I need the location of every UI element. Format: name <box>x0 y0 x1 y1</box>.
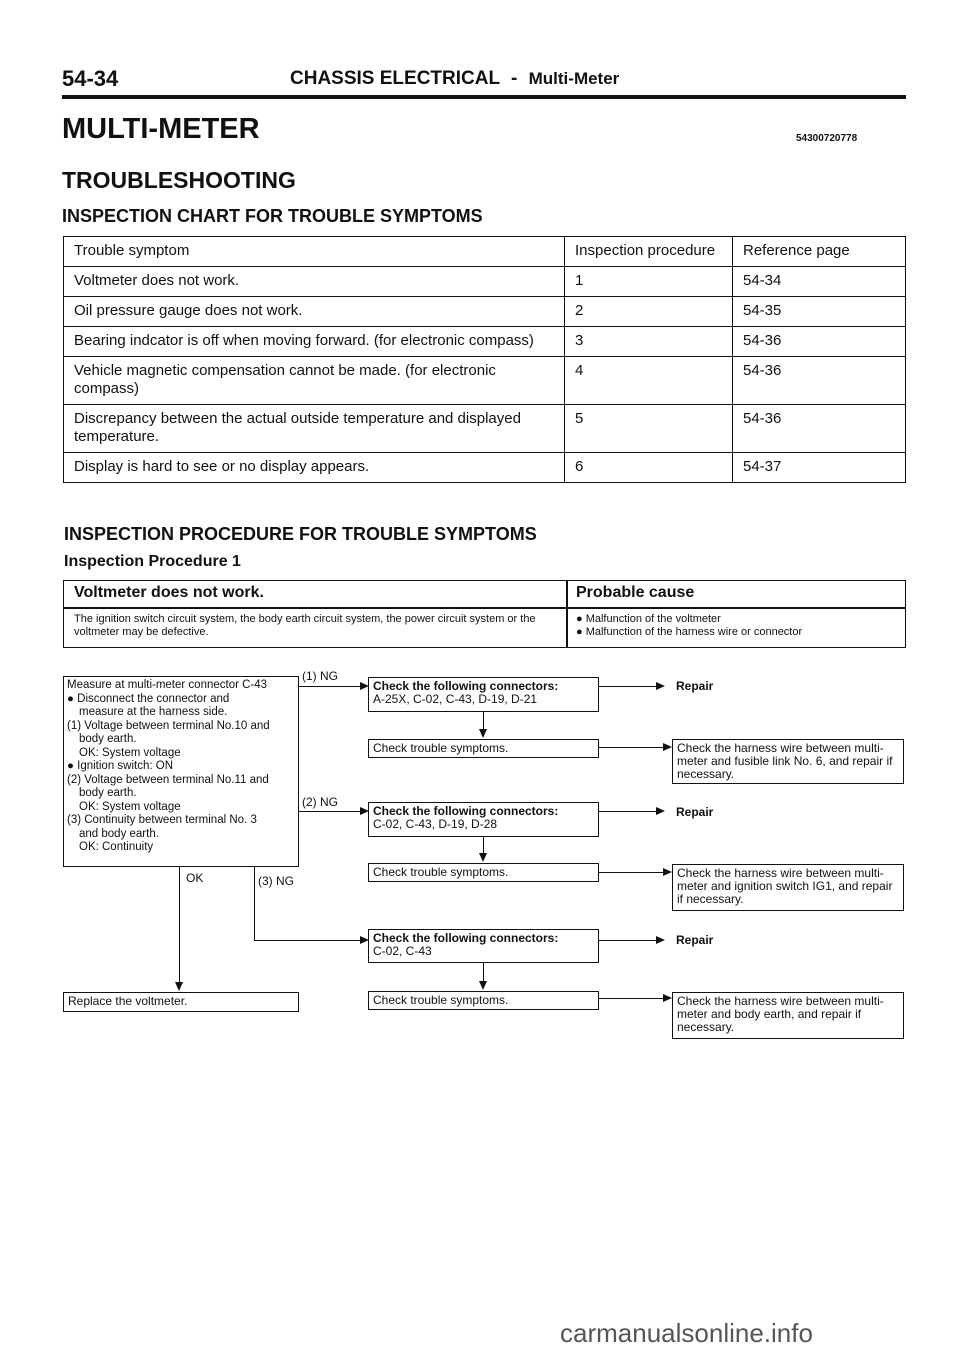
cell-procedure: 4 <box>565 357 733 405</box>
measure-line: Measure at multi-meter connector C-43 <box>67 679 268 691</box>
cell-page: 54-36 <box>733 405 906 453</box>
connector-line <box>599 998 664 999</box>
measure-line: OK: System voltage <box>79 800 181 813</box>
check-title: Check the following connectors: <box>373 679 559 693</box>
measure-line: and body earth. <box>79 827 159 840</box>
cell-page: 54-36 <box>733 327 906 357</box>
connector-line <box>254 940 361 941</box>
connector-line <box>299 811 361 812</box>
cell-symptom: Oil pressure gauge does not work. <box>64 297 565 327</box>
check-list: A-25X, C-02, C-43, D-19, D-21 <box>373 692 538 706</box>
check-symptoms-box-2: Check trouble symptoms. <box>368 863 599 882</box>
watermark: carmanualsonline.info <box>560 1318 813 1348</box>
arrow-down <box>479 981 487 990</box>
ng2-label: (2) NG <box>302 795 338 809</box>
col-header-symptom: Trouble symptom <box>64 237 565 267</box>
table-row <box>64 357 906 405</box>
check-title: Check the following connectors: <box>373 804 559 818</box>
probable-cause-table <box>63 580 906 648</box>
measure-line: ● Ignition switch: ON <box>67 760 174 772</box>
connector-line <box>483 837 484 854</box>
measure-line: ● Disconnect the connector and <box>67 692 230 705</box>
arrow-right <box>663 868 672 876</box>
cell-procedure: 1 <box>565 267 733 297</box>
chart-header-row <box>64 237 906 267</box>
cause-item: ● Malfunction of the voltmeter <box>576 613 721 625</box>
cell-procedure: 2 <box>565 297 733 327</box>
section-title <box>290 68 619 90</box>
arrow-right <box>656 807 665 815</box>
cell-page: 54-34 <box>733 267 906 297</box>
check-connectors-box-1 <box>368 677 599 712</box>
repair-label: Repair <box>676 933 714 947</box>
measure-line: OK: Continuity <box>79 841 154 853</box>
connector-line <box>599 940 656 941</box>
check-list: C-02, C-43, D-19, D-28 <box>373 817 498 831</box>
table-row <box>64 405 906 453</box>
measure-box <box>63 676 299 867</box>
cell-page: 54-36 <box>733 357 906 405</box>
table-row <box>64 453 906 483</box>
arrow-right <box>656 936 665 944</box>
check-connectors-box-2 <box>368 802 599 837</box>
measure-line: (2) Voltage between terminal No.11 and <box>67 773 269 786</box>
connector-line <box>599 811 656 812</box>
harness-box-2: Check the harness wire between multi-meter and ignition switch IG1, and repair if necessary. <box>672 864 904 911</box>
connector-line <box>599 872 664 873</box>
cell-page: 54-35 <box>733 297 906 327</box>
cell-procedure: 3 <box>565 327 733 357</box>
connector-line <box>599 686 656 687</box>
check-symptoms-box-3: Check trouble symptoms. <box>368 991 599 1010</box>
measure-line: OK: System voltage <box>79 746 181 759</box>
section-dash: - <box>511 68 518 89</box>
connector-line <box>599 747 664 748</box>
harness-box-1: Check the harness wire between multi-meter and fusible link No. 6, and repair if necessary. <box>672 739 904 784</box>
cause-list <box>576 613 802 639</box>
table-row <box>64 327 906 357</box>
cell-procedure: 5 <box>565 405 733 453</box>
doc-id: 54300720778 <box>796 133 858 144</box>
check-connectors-box-3 <box>368 929 599 963</box>
measure-line: body earth. <box>79 733 137 745</box>
arrow-down <box>479 853 487 862</box>
symptom-title: Voltmeter does not work. <box>74 584 264 601</box>
connector-line <box>254 867 255 940</box>
section-name: CHASSIS ELECTRICAL <box>290 68 500 89</box>
arrow-right <box>656 682 665 690</box>
connector-line <box>483 712 484 730</box>
arrow-right <box>663 994 672 1002</box>
harness-box-3: Check the harness wire between multi-meter and body earth, and repair if necessary. <box>672 992 904 1039</box>
table-row <box>64 297 906 327</box>
symptom-description: The ignition switch circuit system, the body earth circuit system, the power circuit system or the voltmeter may be defective. <box>74 613 536 638</box>
divider <box>566 581 568 647</box>
connector-line <box>483 963 484 982</box>
chart-heading: INSPECTION CHART FOR TROUBLE SYMPTOMS <box>62 206 483 226</box>
col-header-procedure: Inspection procedure <box>565 237 733 267</box>
measure-line: (1) Voltage between terminal No.10 and <box>67 719 270 732</box>
cell-procedure: 6 <box>565 453 733 483</box>
connector-line <box>299 686 361 687</box>
check-title: Check the following connectors: <box>373 931 559 945</box>
procedure-heading: INSPECTION PROCEDURE FOR TROUBLE SYMPTOMS <box>64 524 537 544</box>
cell-symptom: Discrepancy between the actual outside temperature and displayed temperature. <box>64 405 565 453</box>
subsection-name: Multi-Meter <box>528 69 620 88</box>
arrow-down <box>479 729 487 738</box>
check-list: C-02, C-43 <box>373 944 432 958</box>
ng3-label: (3) NG <box>258 874 294 888</box>
cell-symptom: Voltmeter does not work. <box>64 267 565 297</box>
divider <box>64 607 905 609</box>
ng1-label: (1) NG <box>302 669 338 683</box>
table-row <box>64 267 906 297</box>
cell-symptom: Vehicle magnetic compensation cannot be made. (for electronic compass) <box>64 357 565 405</box>
col-header-page: Reference page <box>733 237 906 267</box>
troubleshooting-heading: TROUBLESHOOTING <box>62 167 296 193</box>
cell-page: 54-37 <box>733 453 906 483</box>
arrow-right <box>663 743 672 751</box>
inspection-chart <box>63 236 906 483</box>
repair-label: Repair <box>676 805 714 819</box>
measure-line: body earth. <box>79 787 137 799</box>
arrow-down <box>175 982 183 991</box>
cell-symptom: Bearing indcator is off when moving forward. (for electronic compass) <box>64 327 565 357</box>
replace-box: Replace the voltmeter. <box>63 992 299 1012</box>
connector-line <box>179 867 180 983</box>
cause-title: Probable cause <box>576 584 695 601</box>
measure-line: (3) Continuity between terminal No. 3 <box>67 814 257 826</box>
check-symptoms-box-1: Check trouble symptoms. <box>368 739 599 758</box>
cell-symptom: Display is hard to see or no display appears. <box>64 453 565 483</box>
page-title: MULTI-METER <box>62 113 260 145</box>
page-number: 54-34 <box>62 66 119 91</box>
cause-item: ● Malfunction of the harness wire or connector <box>576 626 803 638</box>
ok-label: OK <box>186 871 204 885</box>
repair-label: Repair <box>676 679 714 693</box>
header-rule <box>62 95 906 99</box>
measure-line: measure at the harness side. <box>79 706 228 718</box>
procedure-subheading: Inspection Procedure 1 <box>64 553 241 570</box>
